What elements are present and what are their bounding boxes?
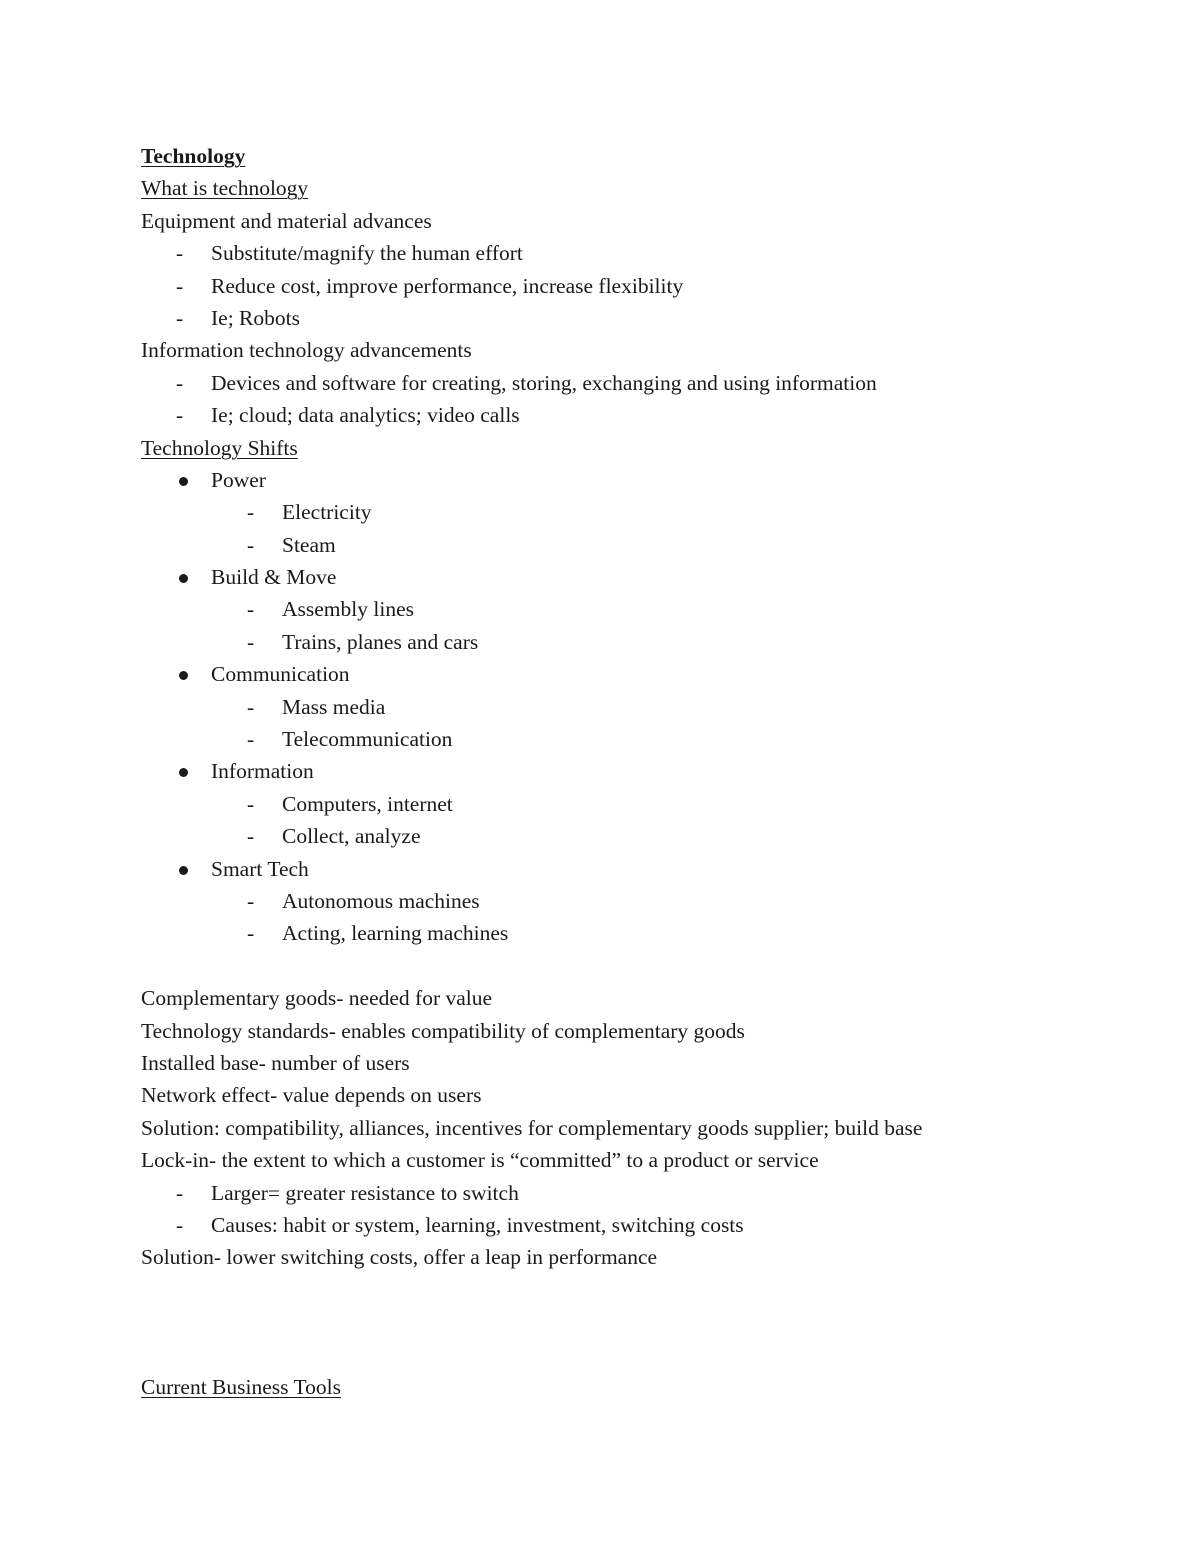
document-body <box>141 140 1121 1403</box>
dash-marker: - <box>176 370 184 395</box>
bullet-icon <box>179 671 188 680</box>
info-tech-label: Information technology advancements <box>141 338 472 363</box>
list-item: - Causes: habit or system, learning, investment, switching costs <box>141 1209 1121 1241</box>
dash-marker: - <box>247 888 255 913</box>
dash-marker: - <box>176 273 184 298</box>
list-item: - Devices and software for creating, storing, exchanging and using information <box>141 367 1121 399</box>
dash-marker: - <box>247 694 255 719</box>
shift-group-label: Communication <box>141 658 1121 690</box>
term-line: Complementary goods- needed for value <box>141 986 493 1011</box>
blank-line <box>141 950 1121 982</box>
dash-marker: - <box>176 305 184 330</box>
shift-group-label: Power <box>141 464 1121 496</box>
dash-marker: - <box>247 532 255 557</box>
dash-marker: - <box>247 500 255 525</box>
blank-line <box>141 1274 1121 1306</box>
bullet-icon <box>179 477 188 486</box>
term-line: Lock-in- the extent to which a customer is “committed” to a product or service <box>141 1148 819 1173</box>
bullet-icon <box>179 574 188 583</box>
section-heading-what-is-technology: What is technology <box>141 176 309 201</box>
list-item: - Larger= greater resistance to switch <box>141 1177 1121 1209</box>
section-heading-current-business-tools: Current Business Tools <box>141 1374 341 1399</box>
term-line: Installed base- number of users <box>141 1050 410 1075</box>
list-item: - Trains, planes and cars <box>141 626 1121 658</box>
dash-marker: - <box>247 597 255 622</box>
bullet-icon <box>179 866 188 875</box>
list-item: - Collect, analyze <box>141 820 1121 852</box>
list-item: - Reduce cost, improve performance, increase flexibility <box>141 270 1121 302</box>
shift-group-label: Smart Tech <box>141 853 1121 885</box>
blank-line <box>141 1338 1121 1370</box>
term-line: Network effect- value depends on users <box>141 1083 482 1108</box>
dash-marker: - <box>247 629 255 654</box>
list-item: - Electricity <box>141 496 1121 528</box>
dash-marker: - <box>176 241 184 266</box>
list-item: - Autonomous machines <box>141 885 1121 917</box>
document-title: Technology <box>141 144 246 168</box>
dash-marker: - <box>176 403 184 428</box>
list-item: - Substitute/magnify the human effort <box>141 237 1121 269</box>
list-item: - Ie; cloud; data analytics; video calls <box>141 399 1121 431</box>
shift-group-label: Build & Move <box>141 561 1121 593</box>
equipment-label: Equipment and material advances <box>141 208 432 233</box>
dash-marker: - <box>247 824 255 849</box>
list-item: - Acting, learning machines <box>141 917 1121 949</box>
lockin-solution: Solution- lower switching costs, offer a leap in performance <box>141 1245 658 1270</box>
list-item: - Telecommunication <box>141 723 1121 755</box>
dash-marker: - <box>247 791 255 816</box>
list-item: - Steam <box>141 529 1121 561</box>
bullet-icon <box>179 768 188 777</box>
term-line: Solution: compatibility, alliances, incentives for complementary goods supplier; build base <box>141 1115 923 1140</box>
list-item: - Mass media <box>141 691 1121 723</box>
dash-marker: - <box>176 1212 184 1237</box>
list-item: - Ie; Robots <box>141 302 1121 334</box>
dash-marker: - <box>247 921 255 946</box>
list-item: - Assembly lines <box>141 593 1121 625</box>
dash-marker: - <box>176 1180 184 1205</box>
blank-line <box>141 1306 1121 1338</box>
dash-marker: - <box>247 727 255 752</box>
term-line: Technology standards- enables compatibility of complementary goods <box>141 1018 745 1043</box>
list-item: - Computers, internet <box>141 788 1121 820</box>
section-heading-technology-shifts: Technology Shifts <box>141 435 298 460</box>
shift-group-label: Information <box>141 755 1121 787</box>
